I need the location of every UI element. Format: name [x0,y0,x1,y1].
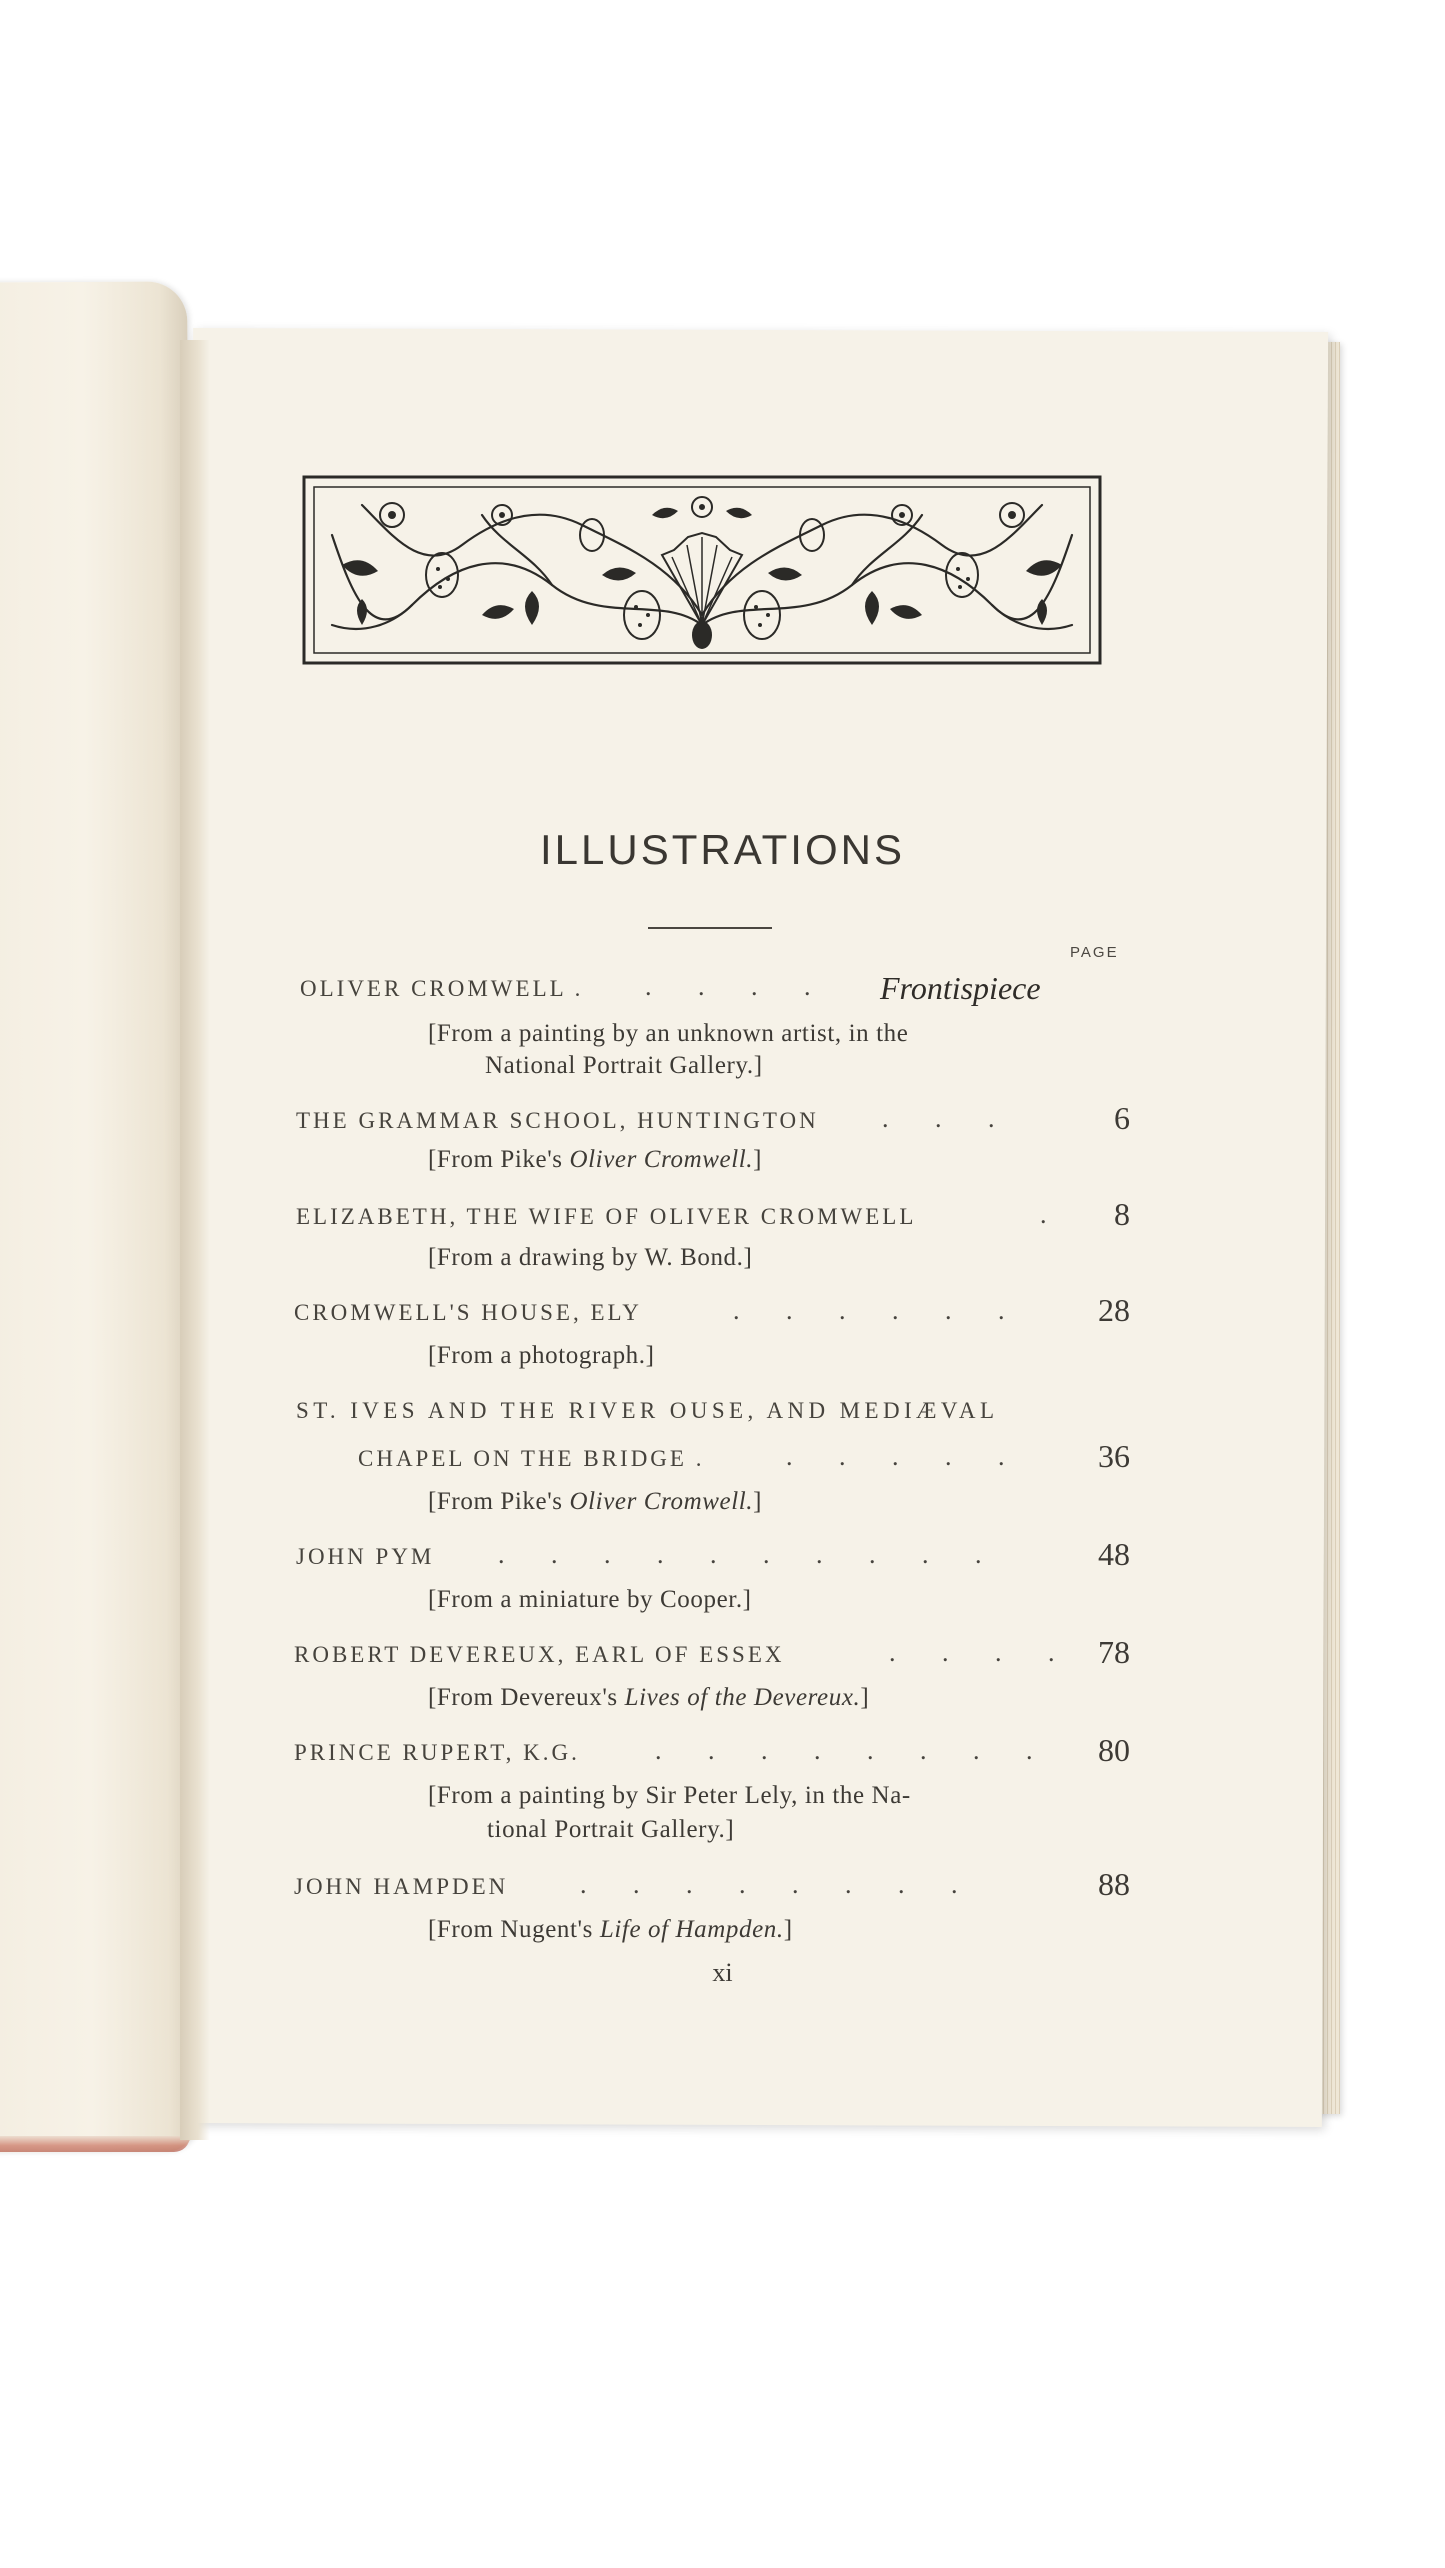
entry-leader: . . . . . . . . [655,1736,1033,1765]
page-column-label: PAGE [1070,944,1119,961]
entry-title: ST. IVES AND THE RIVER OUSE, AND MEDIÆVAL [296,1398,999,1423]
entry-leader: . . . . [645,972,811,1001]
page-folio: xi [712,1958,733,1987]
entry-source: [From Devereux's Lives of the Devereux.] [428,1684,870,1711]
entry-title: ELIZABETH, THE WIFE OF OLIVER CROMWELL [296,1204,917,1229]
entry-source: [From Pike's Oliver Cromwell.] [428,1488,763,1515]
entry-source: [From Nugent's Life of Hampden.] [428,1916,793,1943]
entry-title: JOHN HAMPDEN [294,1874,509,1899]
entry-leader: . . . . . . [733,1296,1005,1325]
page-title: ILLUSTRATIONS [540,826,905,873]
entry-source: [From a photograph.] [428,1342,655,1369]
entry-title: ROBERT DEVEREUX, EARL OF ESSEX [294,1642,785,1667]
entry-source: National Portrait Gallery.] [485,1052,763,1079]
entry-leader: . . . . . . . . [580,1870,958,1899]
entry-page: 78 [1098,1634,1130,1670]
entry-title: CROMWELL'S HOUSE, ELY [294,1300,642,1325]
entry-source: [From Pike's Oliver Cromwell.] [428,1146,763,1173]
entry-leader: . [1040,1200,1047,1229]
entry-page: 36 [1098,1438,1130,1474]
entry-title: JOHN PYM [296,1544,435,1569]
entry-leader: . . . . [889,1638,1055,1667]
entry-leader: . . . . . . . . . . [498,1540,982,1569]
entry-page: 48 [1098,1536,1130,1572]
entry-source: [From a drawing by W. Bond.] [428,1244,753,1271]
entry-page: 28 [1098,1292,1130,1328]
entry-title: THE GRAMMAR SCHOOL, HUNTINGTON [296,1108,819,1133]
entry-title: PRINCE RUPERT, K.G. [294,1740,580,1765]
entry-page: 6 [1114,1100,1130,1136]
entry-leader: . . . [882,1104,995,1133]
entry-leader: . . . . . [786,1442,1005,1471]
entry-source: tional Portrait Gallery.] [487,1816,735,1843]
entry-title: OLIVER CROMWELL . [300,976,584,1001]
entry-title: CHAPEL ON THE BRIDGE . [358,1446,705,1471]
entry-source: [From a miniature by Cooper.] [428,1586,752,1613]
entry-page: Frontispiece [880,970,1041,1006]
entry-page: 8 [1114,1196,1130,1232]
entry-source: [From a painting by an unknown artist, in the [428,1020,909,1047]
entry-page: 80 [1098,1732,1130,1768]
entry-source: [From a painting by Sir Peter Lely, in the Na- [428,1782,911,1809]
entry-page: 88 [1098,1866,1130,1902]
